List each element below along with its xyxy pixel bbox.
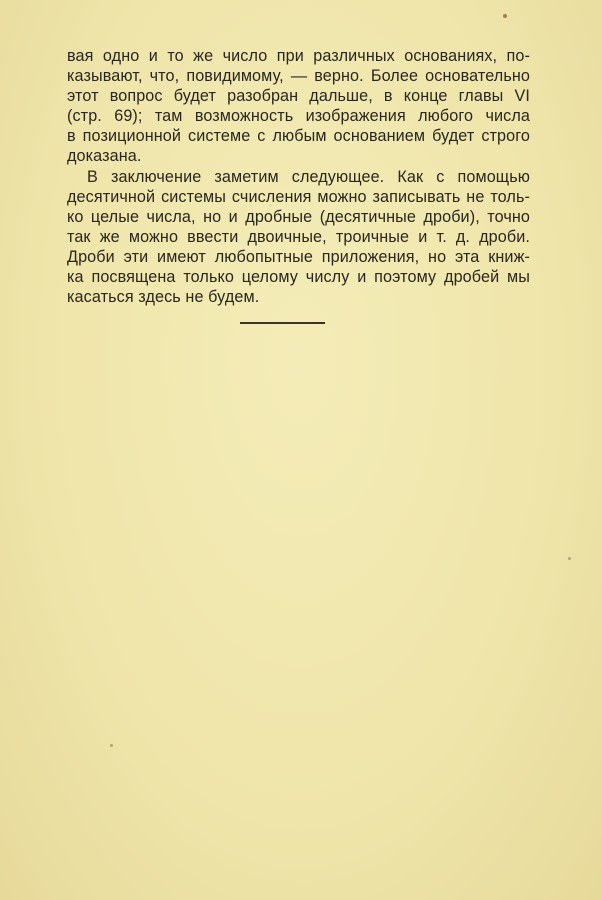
text-line: (стр. 69); там возможность изображения любого числа (67, 107, 530, 126)
text-line: так же можно ввести двоичные, троичные и т. д. дроби. (67, 227, 530, 246)
text-line: десятичной системы счисления можно записывать не толь- (67, 187, 530, 206)
section-divider (240, 322, 325, 324)
page-body-text (67, 46, 530, 307)
paper-speck (568, 557, 571, 560)
text-line: этот вопрос будет разобран дальше, в конце главы VI (67, 87, 530, 106)
text-line: доказана. (67, 147, 142, 166)
text-line: В заключение заметим следующее. Как с помощью (87, 167, 530, 186)
paper-speck (503, 14, 507, 18)
text-line: ка посвящена только целому числу и поэтому дробей мы (67, 268, 530, 287)
text-line: казывают, что, повидимому, — верно. Более основательно (67, 67, 530, 86)
paper-speck (110, 744, 113, 747)
text-line: в позиционной системе с любым основанием будет строго (67, 127, 530, 146)
text-line: вая одно и то же число при различных основаниях, по- (67, 47, 530, 65)
text-line: ко целые числа, но и дробные (десятичные дроби), точно (67, 207, 530, 226)
text-line: касаться здесь не будем. (67, 288, 260, 307)
text-line: Дроби эти имеют любопытные приложения, но эта книж- (67, 247, 530, 266)
